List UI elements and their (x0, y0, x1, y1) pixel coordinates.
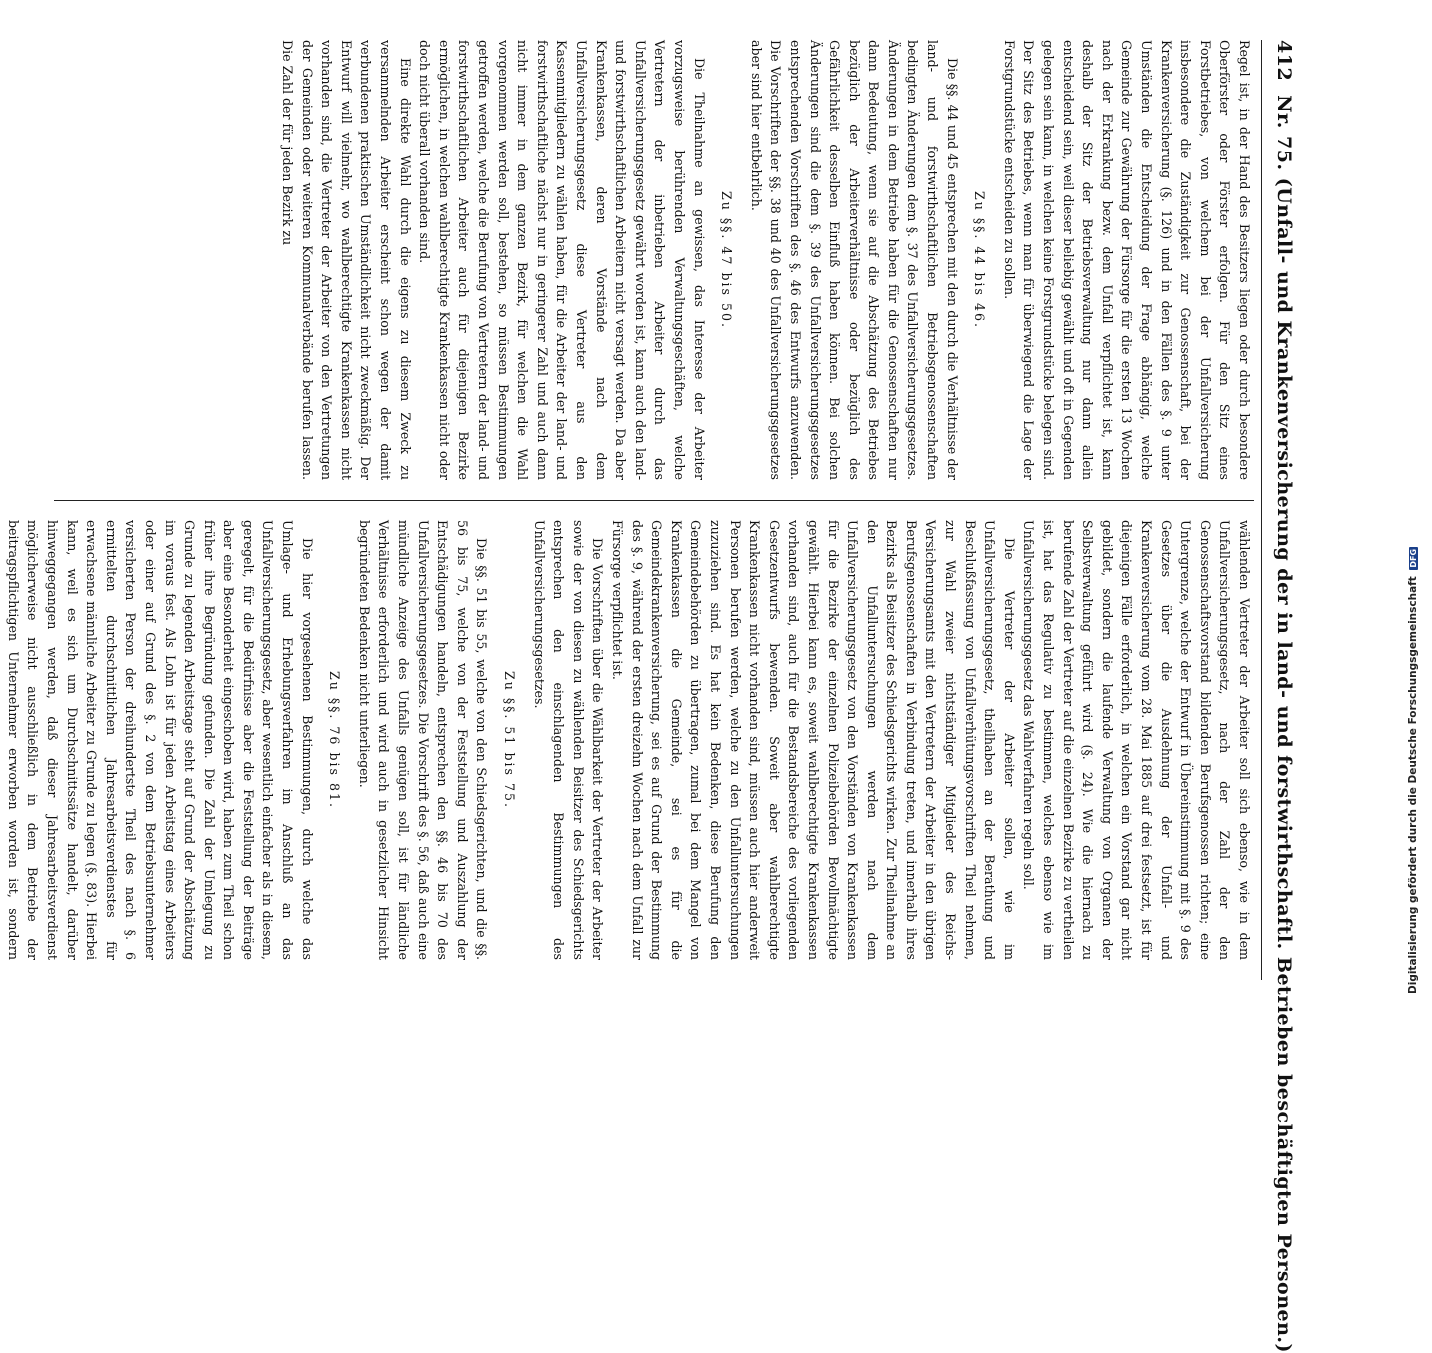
paragraph: Die §§. 51 bis 55, welche von den Schiedsgerichten, und die §§. 56 bis 75, welche von der Feststellung und Auszahlung der Entschädigungen handeln, entsprechen den §§. 46 bis 70 des Unfallversicherungsgesetzes. Die Vorschrift des §. 56, daß auch eine mündliche Anzeige des Unfalls genügen soll, ist für ländliche Verhältnisse erforderlich und wird auch in gesetzlicher Hinsicht begründeten Bedenken nicht unterliegen. (356, 520, 490, 960)
section-heading: Zu §§. 44 bis 46. (972, 190, 988, 330)
section-heading: Zu §§. 51 bis 75. (502, 670, 518, 810)
section-heading: Zu §§. 47 bis 50. (719, 190, 735, 330)
column-divider (54, 500, 1254, 501)
page-title: Nr. 75. (Unfall- und Krankenversicherung der in land- und forstwirthschaftl. Betrieben beschäftigten Personen.) (1273, 95, 1295, 1353)
paragraph: Die hier vorgesehenen Bestimmungen, durch welche das Umlage- und Erhebungsverfahren im Anschluß an das Unfallversicherungsgesetz, aber wesentlich einfacher als in diesem, geregelt, für die Bedürfnisse aber die Feststellung der Beiträge aber eine Besonderheit eingeschoben wird, haben zum Theil schon früher ihre Begründung gefunden. Die Zahl der Umlegung zu Grunde zu legenden Arbeitstage steht auf Grund der Abschätzung im voraus fest. Als Lohn ist für jeden Arbeitstag eines Arbeiters oder einer auf Grund des §. 2 von dem Betriebsunternehmer versicherten Person der dreihundertste Theil des nach §. 6 ermittelten durchschnittlichen Jahresarbeitsverdienstes für erwachsene männliche Arbeiter zu Grunde zu legen (§. 83). Hierbei kann, weil es sich um Durchschnittssätze handelt, darüber hinweggegangen werden, daß dieser Jahresarbeitsverdienst möglicherweise nicht ausschließlich in dem Betriebe der beitragspflichtigen Unternehmer erworben worden ist, sondern (5, 520, 315, 960)
credit-text: Digitalisierung gefördert durch die Deutsche Forschungsgemeinschaft (1407, 576, 1419, 994)
document-page (5, 0, 1316, 1353)
paragraph: Die Vertreter der Arbeiter sollen, wie im Unfallversicherungsgesetz, theilhaben an der Berathung und Beschlußfassung von Unfallverhütungsvorschriften Theil nehmen, zur Wahl zweier nichtständiger Mitglieder des Reichs-Versicherungsamts mit den Vertretern der Arbeiter in den übrigen Berufsgenossenschaften in Verbindung treten, und innerhalb ihres Bezirks als Beisitzer des Schiedsgerichts wirken. Zur Theilnahme an den Unfalluntersuchungen werden nach dem Unfallversicherungsgesetz von den Vorständen von Krankenkassen für die Bezirke der einzelnen Polizeibehörden Bevollmächtigte gewählt. Hierbei kann es, soweit wahlberechtigte Krankenkassen vorhanden sind, auch für die Bestandsbereiche des vorliegenden Gesetzentwurfs bewenden. Soweit aber wahlberechtigte Krankenkassen nicht vorhanden sind, müssen auch hier anderweit Personen berufen werden, welche zu den Unfalluntersuchungen zuzuziehen sind. Es hat kein Bedenken, diese Berufung den Gemeindebehörden zu übertragen, zumal bei dem Mangel von Krankenkassen die Gemeinde, sei es für die Gemeindekrankenversicherung, sei es auf Grund der Bestimmung des §. 9, während der ersten dreizehn Wochen nach dem Unfall zur Fürsorge verpflichtet ist. (610, 520, 1017, 960)
section-heading: Zu §§. 76 bis 81. (327, 670, 343, 810)
page-number: 412 (1273, 40, 1295, 82)
paragraph: wählenden Vertreter der Arbeiter soll sich ebenso, wie in dem Unfallversicherungsgesetz, nach der Zahl der den Genossenschaftsvorstand bildenden Berufsgenossen richten; eine Untergrenze, welche der Entwurf in Übereinstimmung mit §. 9 des Gesetzes über die Ausdehnung der Unfall- und Krankenversicherung vom 28. Mai 1885 auf drei festsetzt, ist für diejenigen Fälle erforderlich, in welchen ein Vorstand gar nicht gebildet, sondern die laufende Verwaltung von Organen der Selbstverwaltung geführt wird (§. 24). Wie die hiernach zu berufende Zahl der Vertreter auf die einzelnen Bezirke zu vertheilen ist, hat das Regulativ zu bestimmen, welches ebenso wie im Unfallversicherungsgesetz das Wahlverfahren regeln soll. (1021, 520, 1252, 960)
page-header (1264, 40, 1304, 1353)
right-column (5, 520, 1254, 960)
paragraph: Die §§. 44 und 45 entsprechen mit den durch die Verhältnisse der land- und forstwirthschaftlichen Betriebsgenossenschaften bedingten Änderungen dem §. 37 des Unfallversicherungsgesetzes. Änderungen in dem Betriebe haben für die Genossenschaften nur dann Bedeutung, wenn sie auf die Abschätzung des Betriebes bezüglich der Arbeiterverhältnisse oder bezüglich des Gefährlichkeit desselben Einfluß haben können. Bei solchen Änderungen sind die dem §. 39 des Unfallversicherungsgesetzes entsprechenden Vorschriften des §. 46 des Entwurfs anzuwenden. Die Vorschriften der §§. 38 und 40 des Unfallversicherungsgesetzes aber sind hier entbehrlich. (748, 40, 960, 480)
paragraph: Regel ist, in der Hand des Besitzers liegen oder durch besondere Oberförster oder Förster erfolgen. Für den Sitz eines Forstbetriebes, von welchem bei der Unfallversicherung insbesondere die Zuständigkeit zur Genossenschaft, bei der Krankenversicherung (§. 126) und in den Fällen des §. 9 unter Umständen die Entscheidung der Frage abhängig, welche Gemeinde zur Gewährung der Fürsorge für die ersten 13 Wochen nach der Erkrankung bezw. dem Unfall verpflichtet ist, kann deshalb der Sitz der Betriebsverwaltung nur dann allein entscheidend sein, weil dieser beliebig gewählt und oft in Gegenden gelegen sein kann, in welchen keine Forstgrundstücke belegen sind. Der Sitz des Betriebes, wenn man für überwiegend die Lage der Forstgrundstücke entscheiden zu sollen. (1001, 40, 1252, 480)
paragraph: Eine direkte Wahl durch die eigens zu diesem Zweck zu versammelnden Arbeiter erscheint schon wegen der damit verbundenen praktischen Umständlichkeit nicht zweckmäßig. Der Entwurf will vielmehr, wo wahlberechtigte Krankenkassen nicht vorhanden sind, die Vertreter der Arbeiter von den Vertretungen der Gemeinden oder weiteren Kommunalverbände berufen lassen. Die Zahl der für jeden Bezirk zu (280, 40, 413, 480)
paragraph: Die Vorschriften über die Wählbarkeit der Vertreter der Arbeiter sowie der von diesen zu wählenden Beisitzer des Schiedsgerichts entsprechen den einschlagenden Bestimmungen des Unfallversicherungsgesetzes. (531, 520, 606, 960)
paragraph: Die Theilnahme an gewissen, das Interesse der Arbeiter vorzugsweise berührenden Verwaltungsgeschäften, welche Vertretern der inbetrieben Arbeiter durch das Unfallversicherungsgesetz gewährt worden ist, kann auch den land- und forstwirthschaftlichen Arbeitern nicht versagt werden. Da aber Krankenkassen, deren Vorstände nach dem Unfallversicherungsgesetz diese Vertreter aus den Kassenmitgliedern zu wählen haben, für die Arbeiter der land- und forstwirthschaftliche nächst nur in geringerer Zahl und auch dann nicht immer in dem ganzen Bezirk, für welchen die Wahl vorgenommen werden soll, bestehen, so müssen Bestimmungen getroffen werden, welche die Berufung von Vertretern der land- und forstwirthschaftlichen Arbeiter auch für diejenigen Bezirke ermöglichen, in welchen wahlberechtigte Krankenkassen nicht oder doch nicht überall vorhanden sind. (417, 40, 707, 480)
dfg-logo-icon: DFG (1409, 548, 1418, 568)
header-rule (1261, 40, 1262, 980)
left-column (54, 40, 1254, 480)
digitization-credit (1407, 547, 1419, 994)
